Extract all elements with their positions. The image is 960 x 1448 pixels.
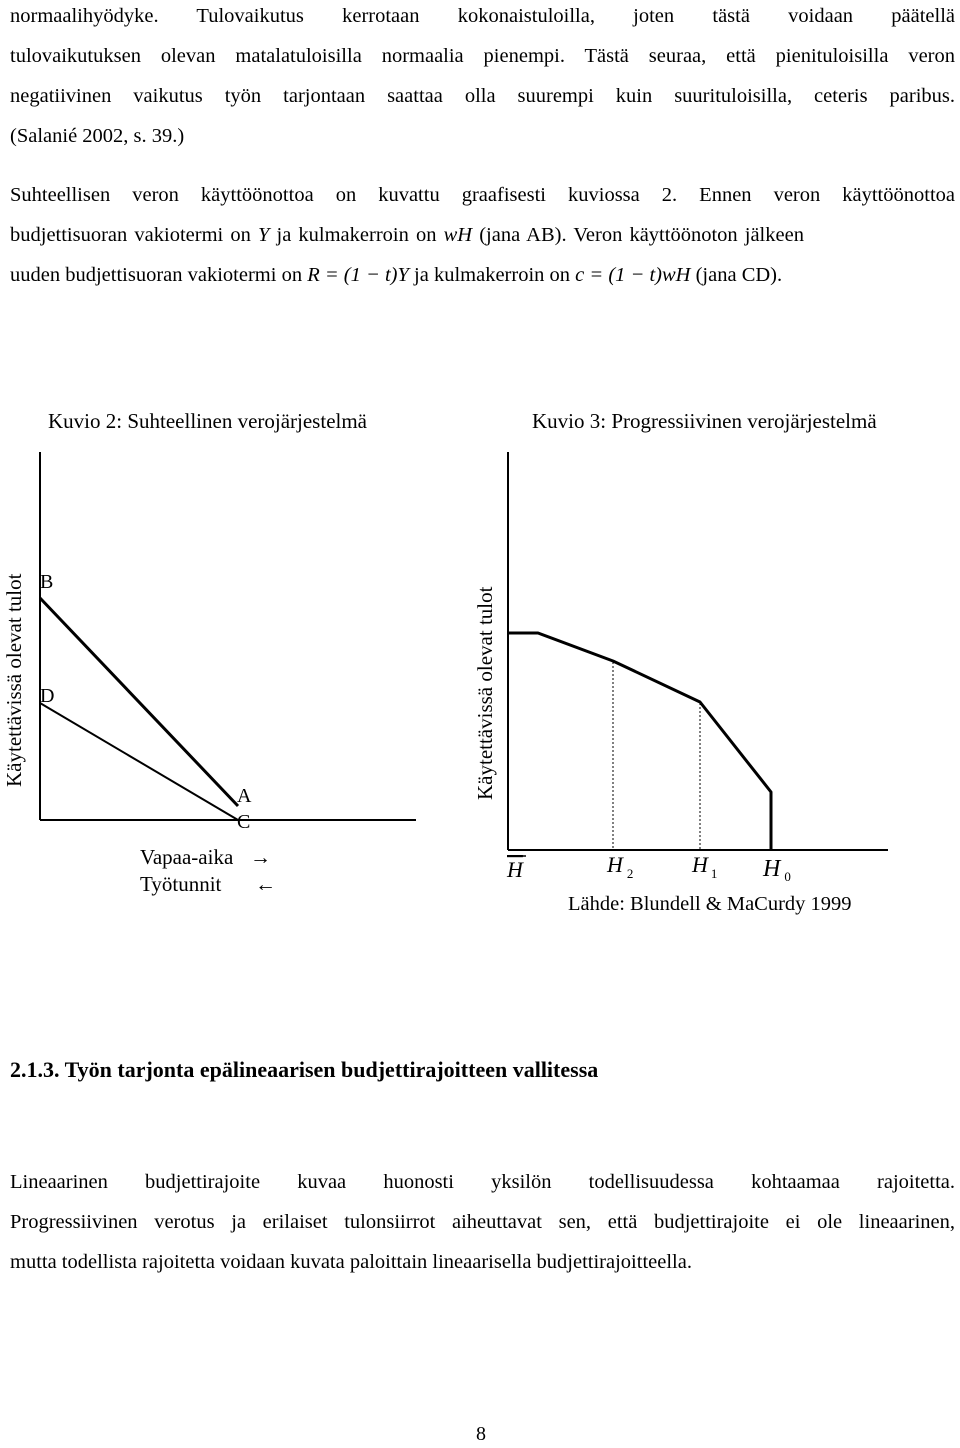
tick-label-h-bar (506, 857, 524, 882)
paragraph-line: Progressiivinen verotus ja erilaiset tulonsiirrot aiheuttavat sen, että budjettirajoite ei ole lineaarinen, (10, 1211, 955, 1233)
point-label-b: B (40, 571, 54, 593)
paragraph-line: normaalihyödyke. Tulovaikutus kerrotaan kokonaistuloilla, joten tästä voidaan päätellä (10, 5, 955, 27)
figure3-title: Kuvio 3: Progressiivinen verojärjestelmä (532, 409, 877, 433)
paragraph-line: (Salanié 2002, s. 39.) (10, 125, 185, 147)
paragraph-line: Suhteellisen veron käyttöönottoa on kuvattu graafisesti kuviossa 2. Ennen veron käyttöönottoa (10, 184, 955, 206)
x-label-leisure: Vapaa-aika (140, 845, 234, 869)
paragraph-nonlinear-budget (10, 1162, 955, 1282)
tick-label-h1: H $_1$ (692, 852, 718, 881)
math-symbol-y: Y (257, 224, 270, 246)
text-fragment: ja kulmakerroin on (276, 224, 437, 246)
point-label-d: D (40, 685, 55, 707)
budget-line-cd (40, 703, 238, 820)
tick-label-h-bar-text: H (507, 857, 523, 882)
figure2-diagram (2, 452, 416, 896)
text-fragment: (jana AB). Veron käyttöönoton jälkeen (479, 224, 804, 246)
text-fragment: budjettisuoran vakiotermi on (10, 224, 251, 246)
figure3-source: Lähde: Blundell & MaCurdy 1999 (568, 893, 852, 915)
page-number: 8 (476, 1423, 486, 1445)
piecewise-budget-constraint (508, 633, 771, 850)
figure2-y-axis-label: Käytettävissä olevat tulot (2, 573, 26, 787)
figure3-y-axis-label: Käytettävissä olevat tulot (473, 586, 497, 800)
tick-label-h2: H $_2$ (607, 852, 634, 881)
text-fragment: (jana CD). (695, 264, 783, 286)
x-label-hours: Työtunnit (140, 872, 222, 896)
arrow-right-icon: → (250, 845, 271, 869)
paragraph-line: Lineaarinen budjettirajoite kuvaa huonosti yksilön todellisuudessa kohtaamaa rajoitetta. (10, 1171, 955, 1193)
text-fragment: ja kulmakerroin on (414, 264, 571, 286)
paragraph-line: mutta todellista rajoitetta voidaan kuvata paloittain lineaarisella budjettirajoitteella. (10, 1251, 692, 1273)
math-equation-r: R = (1 − t)Y (307, 264, 409, 286)
math-symbol-wh: wH (443, 224, 473, 246)
paragraph-line: tulovaikutuksen olevan matalatuloisilla normaalia pienempi. Tästä seuraa, että pienituloisilla veron (10, 45, 955, 67)
math-equation-c: c = (1 − t)wH (575, 264, 691, 286)
figure2-title: Kuvio 2: Suhteellinen verojärjestelmä (48, 409, 367, 433)
point-label-c: C (237, 811, 251, 833)
text-fragment: uuden budjettisuoran vakiotermi on (10, 264, 303, 286)
budget-line-ab (40, 598, 238, 806)
section-heading: 2.1.3. Työn tarjonta epälineaarisen budjettirajoitteen vallitessa (10, 1057, 599, 1082)
point-label-a: A (237, 785, 252, 807)
paragraph-line: negatiivinen vaikutus työn tarjontaan saattaa olla suurempi kuin suurituloisilla, ceteris paribus. (10, 85, 955, 107)
tick-label-h0: H $_0$ (763, 856, 791, 884)
arrow-left-icon: ← (255, 872, 276, 896)
figure3-diagram (473, 452, 888, 915)
